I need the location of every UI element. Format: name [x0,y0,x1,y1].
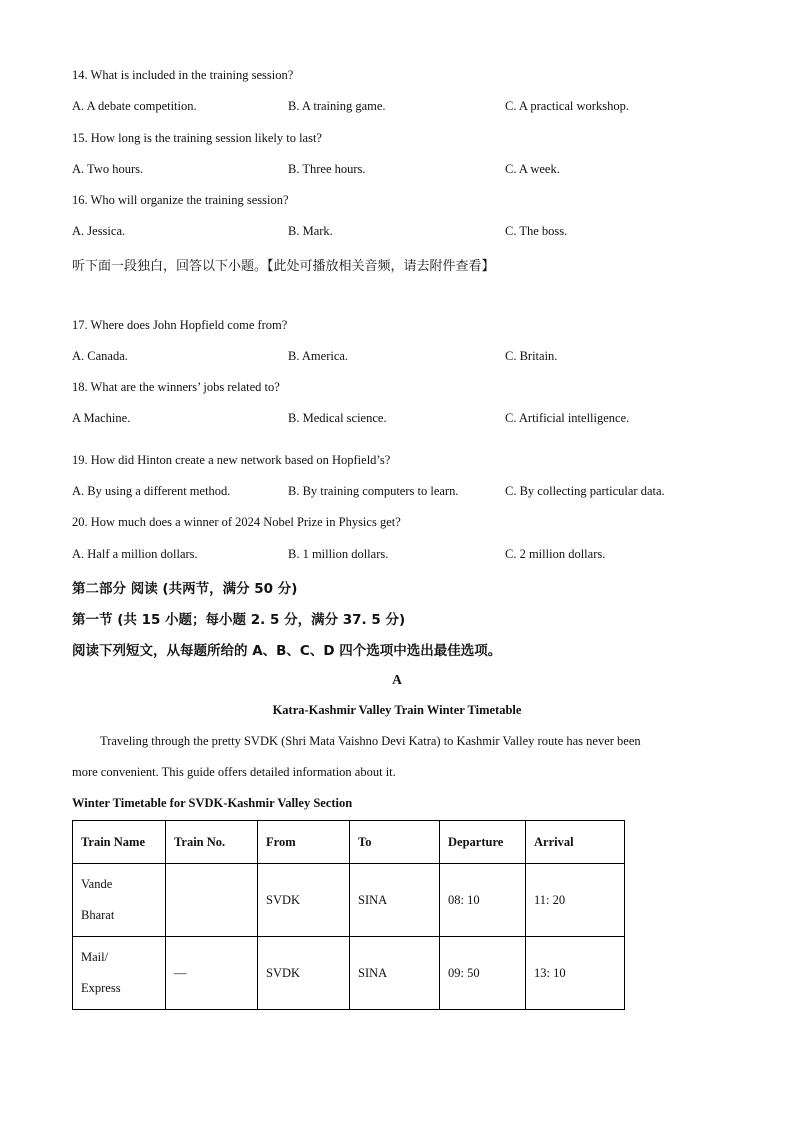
question-17: 17. Where does John Hopfield come from? [72,318,288,332]
cell-train-name [73,937,166,1010]
options-20 [72,547,732,563]
train-name-line-1: Mail/ [81,950,109,964]
option-b: B. Three hours. [288,162,366,176]
cell-departure: 09: 50 [440,937,526,1010]
question-15: 15. How long is the training session likely to last? [72,131,322,145]
cell-arrival: 13: 10 [526,937,625,1010]
cell-train-name [73,864,166,937]
passage-line-2: more convenient. This guide offers detailed information about it. [72,765,396,779]
header-from: From [258,821,350,864]
option-c: C. A week. [505,162,560,176]
option-a: A. Canada. [72,349,128,363]
option-b: B. By training computers to learn. [288,484,459,498]
train-name-line-2: Bharat [81,908,115,922]
options-14 [72,99,732,115]
question-19: 19. How did Hinton create a new network based on Hopfield’s? [72,453,391,467]
reading-instruction: 阅读下列短文，从每题所给的 A、B、C、D 四个选项中选出最佳选项。 [72,643,502,659]
option-b: B. A training game. [288,99,386,113]
option-a: A. A debate competition. [72,99,197,113]
header-arrival: Arrival [526,821,625,864]
part2-heading: 第二部分 阅读 (共两节，满分 50 分) [72,581,298,597]
train-name-line-2: Express [81,981,121,995]
header-train-name: Train Name [73,821,166,864]
option-a: A. By using a different method. [72,484,231,498]
passage-line-1: Traveling through the pretty SVDK (Shri Mata Vaishno Devi Katra) to Kashmir Valley route has never been [100,734,641,748]
question-18: 18. What are the winners’ jobs related to? [72,380,280,394]
passage-letter: A [392,672,402,687]
header-to: To [350,821,440,864]
option-a: A. Jessica. [72,224,126,238]
option-c: C. 2 million dollars. [505,547,606,561]
option-a: A Machine. [72,411,131,425]
option-b: B. 1 million dollars. [288,547,389,561]
table-row [73,864,625,937]
cell-to: SINA [350,864,440,937]
question-16: 16. Who will organize the training session? [72,193,289,207]
header-departure: Departure [440,821,526,864]
option-c: C. Britain. [505,349,558,363]
cell-from: SVDK [258,937,350,1010]
cell-train-no: — [166,937,258,1010]
question-14: 14. What is included in the training session? [72,68,294,82]
train-name-line-1: Vande [81,877,113,891]
question-20: 20. How much does a winner of 2024 Nobel Prize in Physics get? [72,515,401,529]
option-c: C. The boss. [505,224,568,238]
table-row [73,937,625,1010]
cell-train-no [166,864,258,937]
option-c: C. A practical workshop. [505,99,629,113]
header-train-no: Train No. [166,821,258,864]
options-18 [72,411,732,427]
option-c: C. Artificial intelligence. [505,411,630,425]
table-caption: Winter Timetable for SVDK-Kashmir Valley Section [72,796,353,810]
option-c: C. By collecting particular data. [505,484,665,498]
section1-heading: 第一节 (共 15 小题；每小题 2. 5 分，满分 37. 5 分) [72,612,406,628]
timetable [72,820,625,1010]
options-16 [72,224,732,240]
options-15 [72,162,732,178]
monologue-instruction: 听下面一段独白，回答以下小题。【此处可播放相关音频，请去附件查看】 [72,259,495,274]
passage-title: Katra-Kashmir Valley Train Winter Timetable [272,703,522,717]
option-b: B. Medical science. [288,411,387,425]
option-a: A. Half a million dollars. [72,547,198,561]
table-header-row [73,821,625,864]
cell-departure: 08: 10 [440,864,526,937]
option-b: B. America. [288,349,349,363]
options-17 [72,349,732,365]
options-19 [72,484,732,500]
cell-to: SINA [350,937,440,1010]
cell-arrival: 11: 20 [526,864,625,937]
cell-from: SVDK [258,864,350,937]
option-a: A. Two hours. [72,162,144,176]
option-b: B. Mark. [288,224,333,238]
